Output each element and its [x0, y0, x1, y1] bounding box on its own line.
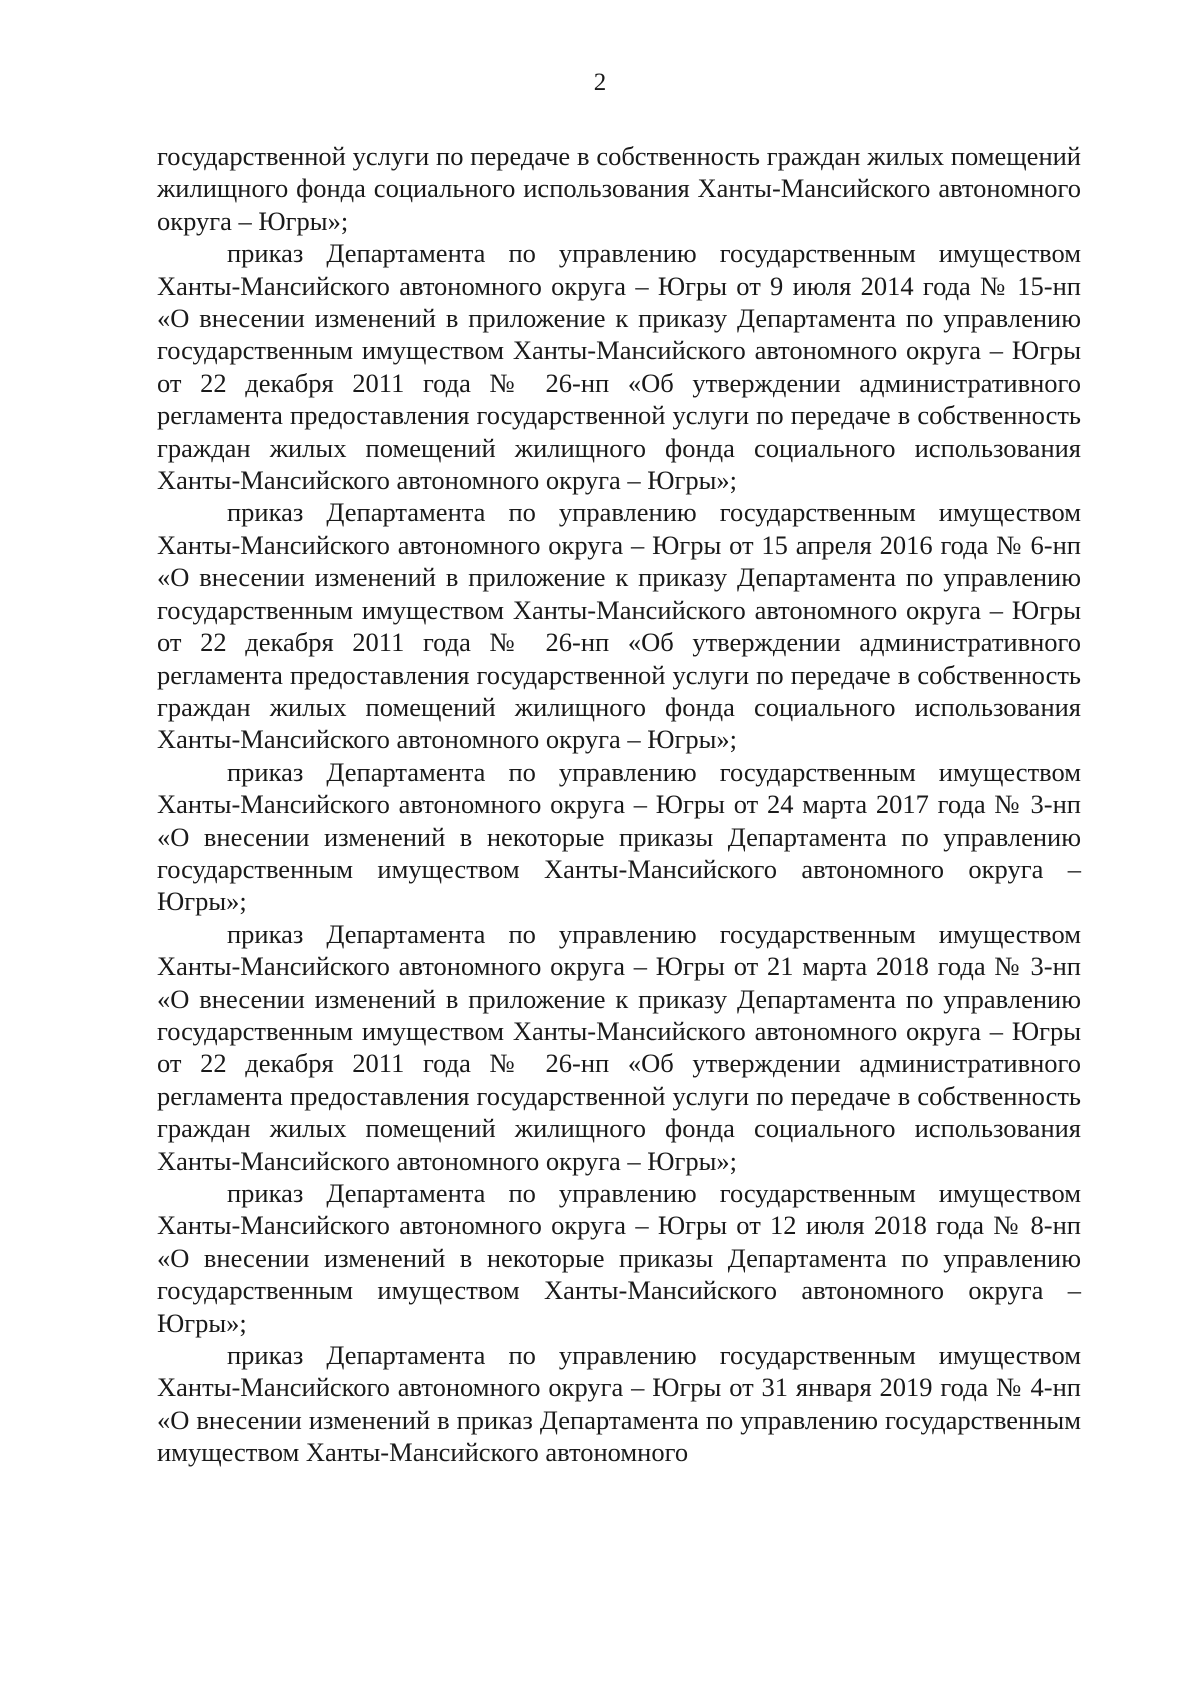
paragraph-order-2018-july: приказ Департамента по управлению государственным имуществом Ханты-Мансийского автономного округа – Югры от 12 июля 2018 года № 8-нп «О внесении изменений в некоторые приказы Департамента по управлению государственным имуществом Ханты-Мансийского автономного округа – Югры»;: [157, 1178, 1081, 1338]
paragraph-order-2016: приказ Департамента по управлению государственным имуществом Ханты-Мансийского автономного округа – Югры от 15 апреля 2016 года № 6-нп «О внесении изменений в приложение к приказу Департамента по управлению государственным имуществом Ханты-Мансийского автономного округа – Югры от 22 декабря 2011 года № 26-нп «Об утверждении административного регламента предоставления государственной услуги по передаче в собственность граждан жилых помещений жилищного фонда социального использования Ханты-Мансийского автономного округа – Югры»;: [157, 497, 1081, 755]
paragraph-order-2018-march: приказ Департамента по управлению государственным имуществом Ханты-Мансийского автономного округа – Югры от 21 марта 2018 года № 3-нп «О внесении изменений в приложение к приказу Департамента по управлению государственным имуществом Ханты-Мансийского автономного округа – Югры от 22 декабря 2011 года № 26-нп «Об утверждении административного регламента предоставления государственной услуги по передаче в собственность граждан жилых помещений жилищного фонда социального использования Ханты-Мансийского автономного округа – Югры»;: [157, 918, 1081, 1176]
document-body: [157, 140, 1081, 1469]
paragraph-order-2014: приказ Департамента по управлению государственным имуществом Ханты-Мансийского автономного округа – Югры от 9 июля 2014 года № 15-нп «О внесении изменений в приложение к приказу Департамента по управлению государственным имуществом Ханты-Мансийского автономного округа – Югры от 22 декабря 2011 года № 26-нп «Об утверждении административного регламента предоставления государственной услуги по передаче в собственность граждан жилых помещений жилищного фонда социального использования Ханты-Мансийского автономного округа – Югры»;: [157, 238, 1081, 496]
paragraph-continuation: государственной услуги по передаче в собственность граждан жилых помещений жилищного фонда социального использования Ханты-Мансийского автономного округа – Югры»;: [157, 141, 1081, 236]
page-number: 2: [593, 69, 607, 96]
paragraph-order-2019: приказ Департамента по управлению государственным имуществом Ханты-Мансийского автономного округа – Югры от 31 января 2019 года № 4-нп «О внесении изменений в приказ Департамента по управлению государственным имуществом Ханты-Мансийского автономного: [157, 1340, 1081, 1468]
paragraph-order-2017: приказ Департамента по управлению государственным имуществом Ханты-Мансийского автономного округа – Югры от 24 марта 2017 года № 3-нп «О внесении изменений в некоторые приказы Департамента по управлению государственным имуществом Ханты-Мансийского автономного округа – Югры»;: [157, 756, 1081, 917]
